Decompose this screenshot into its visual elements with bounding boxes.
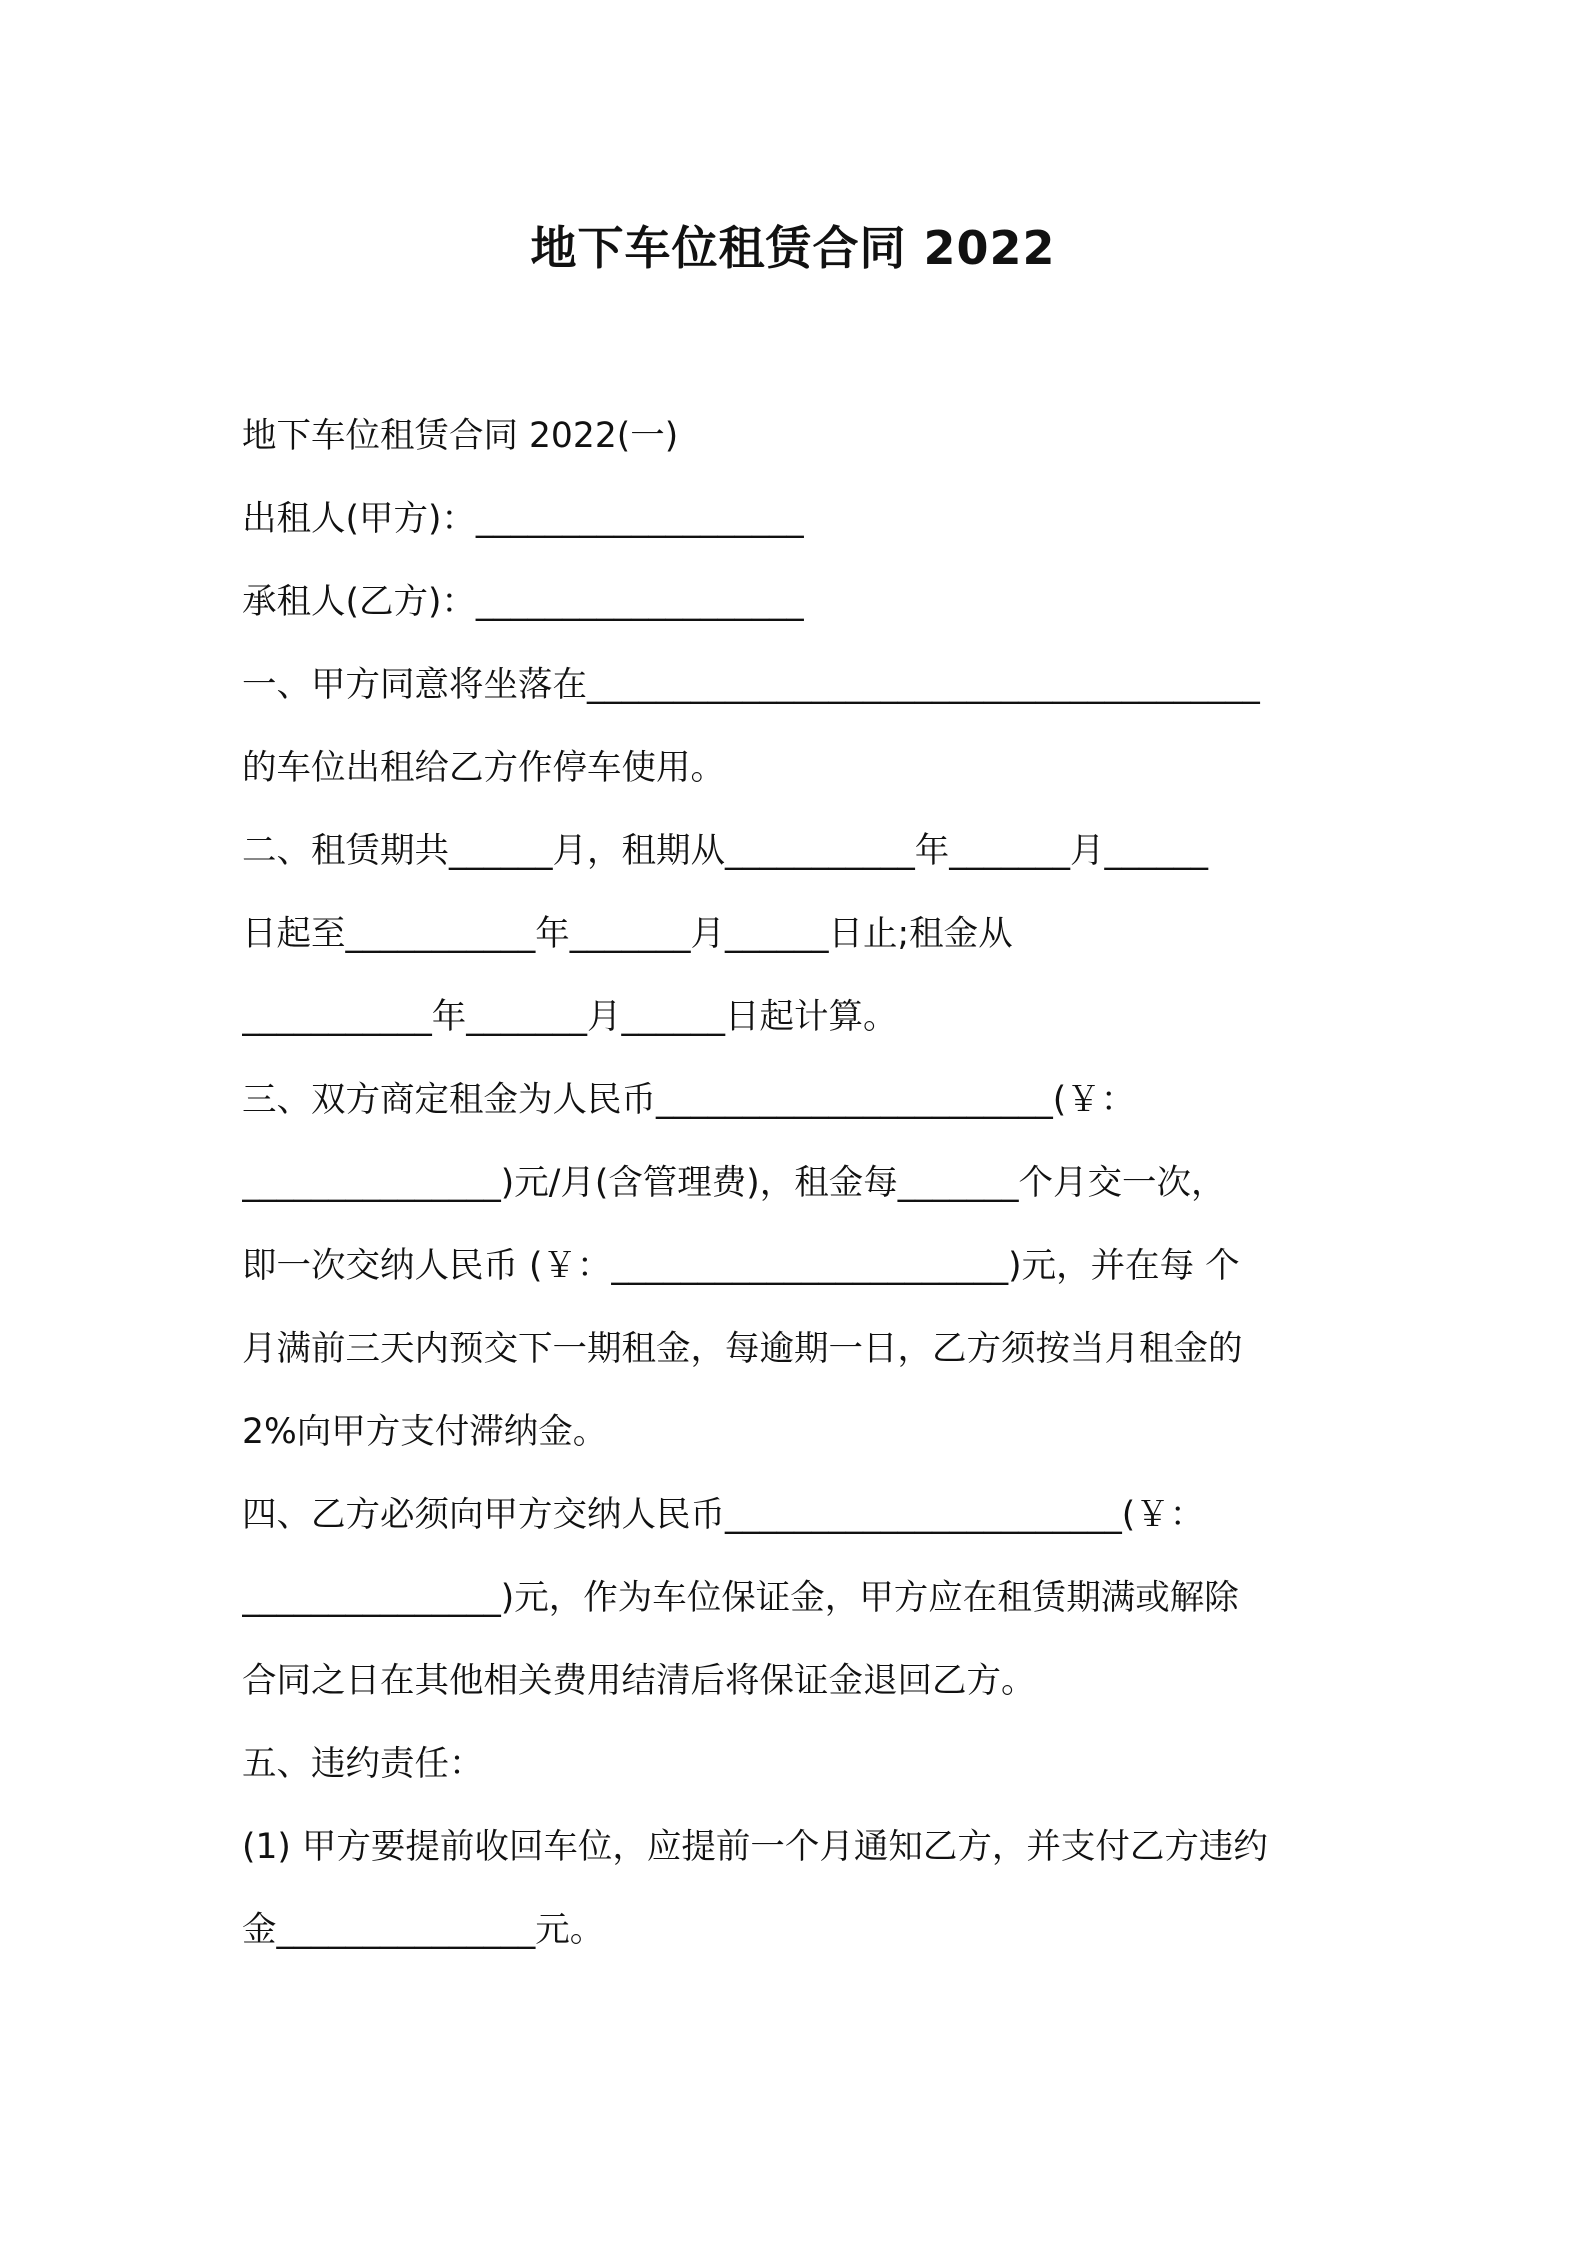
contract-subtitle: 地下车位租赁合同 2022(一) <box>242 416 679 456</box>
clause-5-heading: 五、违约责任： <box>242 1744 484 1784</box>
clause-3-line-2: _______________)元/月(含管理费)，租金每_______个月交一次， <box>242 1163 1226 1203</box>
document-body <box>242 406 1362 1983</box>
clause-1-line-1: 一、甲方同意将坐落在_______________________________________ <box>242 665 1260 705</box>
lessee-line: 承租人(乙方)：___________________ <box>242 582 804 622</box>
lessor-line: 出租人(甲方)：___________________ <box>242 499 804 539</box>
clause-2-line-1: 二、租赁期共______月，租期从___________年_______月______ <box>242 831 1208 871</box>
clause-3-line-5: 2%向甲方支付滞纳金。 <box>242 1412 608 1452</box>
clause-4-line-2: _______________)元，作为车位保证金，甲方应在租赁期满或解除 <box>242 1578 1239 1618</box>
clause-2-line-2: 日起至___________年_______月______日止;租金从 <box>242 914 1013 954</box>
document-title: 地下车位租赁合同 2022 <box>530 221 1056 275</box>
clause-4-line-1: 四、乙方必须向甲方交纳人民币_______________________(￥： <box>242 1495 1205 1535</box>
clause-3-line-4: 月满前三天内预交下一期租金，每逾期一日，乙方须按当月租金的 <box>242 1329 1243 1369</box>
clause-5-item-1-line-1: (1) 甲方要提前收回车位，应提前一个月通知乙方，并支付乙方违约 <box>242 1827 1268 1867</box>
clause-4-line-3: 合同之日在其他相关费用结清后将保证金退回乙方。 <box>242 1661 1036 1701</box>
clause-1-line-2: 的车位出租给乙方作停车使用。 <box>242 748 725 788</box>
clause-5-item-1-line-2: 金_______________元。 <box>242 1910 605 1950</box>
clause-3-line-1: 三、双方商定租金为人民币_______________________(￥： <box>242 1080 1136 1120</box>
clause-2-line-3: ___________年_______月______日起计算。 <box>242 997 898 1037</box>
clause-3-line-3: 即一次交纳人民币 (￥：_______________________)元，并在每 个 <box>242 1246 1240 1286</box>
